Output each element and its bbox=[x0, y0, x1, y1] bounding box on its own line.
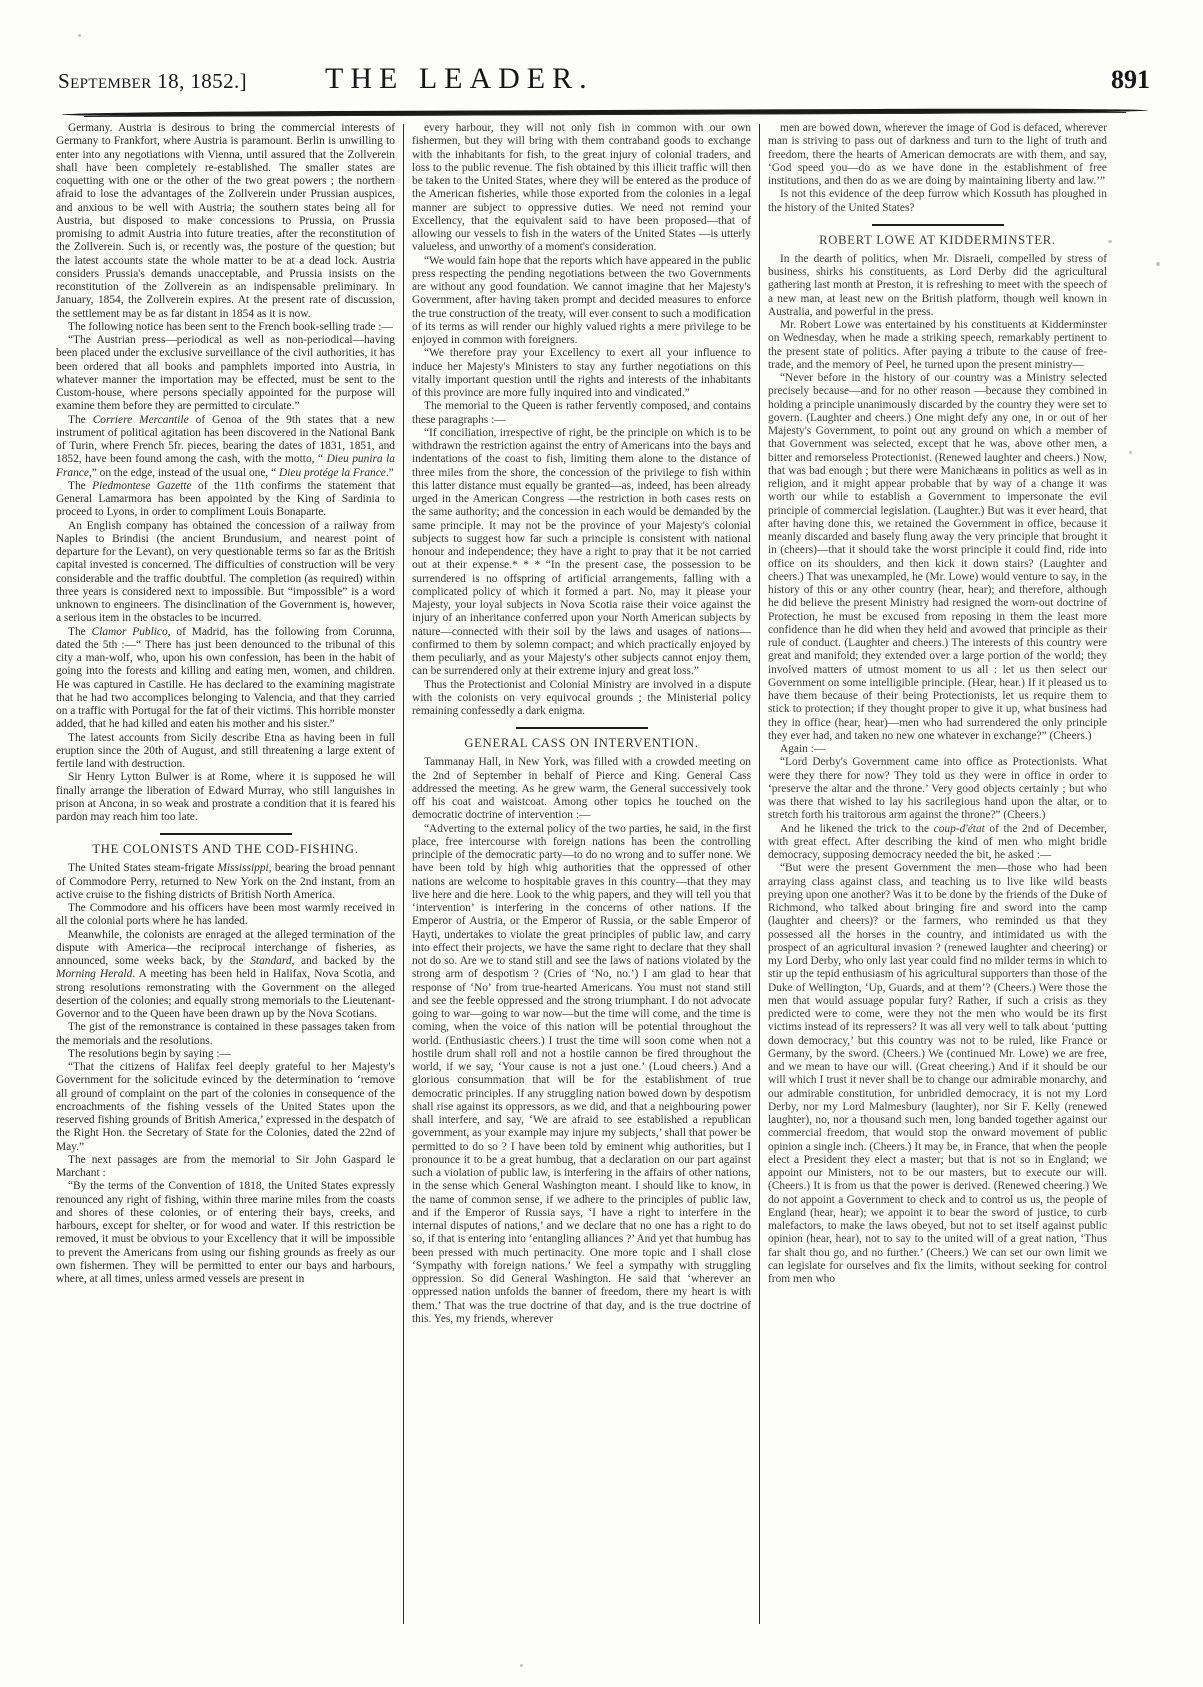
paragraph: The following notice has been sent to the French book-selling trade :— bbox=[68, 320, 393, 333]
column-divider-2 bbox=[759, 124, 760, 1624]
paragraph: Is not this evidence of the deep furrow which Kossuth has ploughed in the history of the United States? bbox=[768, 188, 1107, 214]
column-2 bbox=[412, 122, 751, 1642]
paper-speck bbox=[78, 34, 81, 37]
masthead bbox=[58, 62, 1150, 108]
paragraph: “Never before in the history of our country was a Ministry selected precisely because—and for no other reason —because they combined in holding a principle unanimously discarded by the country they were set to govern. (Laughter and cheers.) One might defy any one, in or out of her Majesty's Government, to point out any ground on which a member of that Government was selected, except that he was, above other men, a bitter and remorseless Protectionist. (Renewed laughter and cheers.) Now, that was bad enough ; but there were Manichæans in politics as well as in religion, and it might appear probable that by way of a change it was worth our while to establish a Government to impersonate the evil principle of commercial legislation. (Laughter.) But was it ever heard, that after having done this, we retained the Government in office, because it meanly discarded and basely flung away the very principle that brought it in (cheers)—that it should take the worst principle it could find, ride into office on its shoulders, and then kick it down stairs? (Laughter and cheers.) That was unexampled, he (Mr. Lowe) would venture to say, in the history of this or any other country (hear, hear); and therefore, although he did believe the present Ministry had resigned the worn-out doctrine of Protection, he must be excused from reposing in them the least more confidence than he did when they held and avowed that principle as their rule of conduct. (Laughter and cheers.) The interests of this country were great and manifold; they extended over a large portion of the world; they involved matters of utmost moment to us all : let us then select our Government on some intelligible principle. (Hear, hear.) If it pleased us to have them because of their being Protectionists, let us require them to stick to protection; if they thought proper to give it up, what business had they in office (hear, hear)—men who had surrendered the only principle they ever had, and taken no new one whatever in exchange?” (Cheers.) bbox=[768, 372, 1107, 742]
article-columns bbox=[56, 122, 1150, 1642]
paragraph: Sir Henry Lytton Bulwer is at Rome, where it is supposed he will finally arrange the liberation of Edward Murray, who still languishes in prison at Ancona, in so weak and prostrate a condition that it is feared his pardon may reach him too late. bbox=[56, 771, 395, 823]
paragraph: men are bowed down, wherever the image of God is defaced, wherever man is striving to pass out of darkness and turn to the light of truth and freedom, there the hearts of American democrats are with them, and say, ‘God speed you—do as we have done in the establishment of free institutions, and then do as we are doing by maintaining liberty and law.’” bbox=[768, 122, 1107, 187]
paragraph: The next passages are from the memorial to Sir John Gaspard le Marchant : bbox=[56, 1153, 395, 1179]
paragraph: “We therefore pray your Excellency to exert all your influence to induce her Majesty's Ministers to stay any further negotiations on this vitally important question until the rights and interests of the inhabitants of this province are more fully inquired into and vindicated.” bbox=[412, 347, 751, 399]
section-heading: THE COLONISTS AND THE COD-FISHING. bbox=[92, 842, 359, 857]
paragraph: The United States steam-frigate Mississippi, bearing the broad pennant of Commodore Perry, returned to New York on the 2nd instant, from an active cruise to the fishing districts of British North America. bbox=[56, 862, 395, 901]
masthead-date: September 18, 1852.] bbox=[58, 69, 248, 93]
column-1 bbox=[56, 122, 395, 1642]
paper-speck bbox=[1129, 451, 1132, 454]
paragraph: “But were the present Government the men—those who had been arraying class against class, and teaching us to live like wild beasts preying upon one another? Was it to be done by the friends of the Duke of Richmond, who talked about bringing fire and sword into the camp (laughter and cheers)? or the farmers, who reminded us that they possessed all the horses in the country, and intimidated us with the prospect of an agricultural invasion ? (renewed laughter and cheering) or my Lord Derby, who only last year could find no milder terms in which to stir up the tepid enthusiasm of his agricultural supporters than those of the Duke of Wellington, ‘Up, Guards, and at them’? (Cheers.) Were those the men that would assuage popular fury? Rather, if such a crisis as they predicted were to come, were they not the men who would be its first victims instead of its repressers? It was all very well to talk about ‘putting down democracy,’ but this country was not to be ruled, like France or Germany, by the sword. (Cheers.) We (continued Mr. Lowe) we are free, and we mean to have our will. (Great cheering.) And if it should be our will which I trust it never shall be to change our admirable monarchy, and our admirable constitution, for unbridled democracy, it is not my Lord Derby, nor my Lord Malmesbury (laughter), nor Sir F. Kelly (renewed laughter), no, nor a thousand such men, long banded together against our commercial freedom, that would stop the onward movement of public opinion a single inch. (Cheers.) It may be, in France, that when the people elect a President they elect a master; but that is not so in England; we appoint our Ministers, not to be our masters, but to execute our will. (Cheers.) It is from us that the power is derived. (Renewed cheering.) We do not appoint a Government to check and to control us us, the people of England (hear, hear); we appoint it to bear the sword of justice, to curb malefactors, to make the laws obeyed, but not to set itself against public opinion (hear, hear), not to say to the united will of a great nation, ‘Thus far shalt thou go, and no further.’ (Cheers.) We can set our own limit we can legislate for ourselves and fix the limits, without seeking for control from men who bbox=[768, 862, 1107, 1285]
paragraph: Meanwhile, the colonists are enraged at the alleged termination of the dispute with America—the reciprocal interchange of fisheries, as announced, some weeks back, by the Standard, and backed by the Morning Herald. A meeting has been held in Halifax, Nova Scotia, and strong resolutions remonstrating with the Government on the alleged desertion of the colonies; and equally strong memorials to the Lieutenant-Governor and to the Queen have been drawn up by the Nova Scotians. bbox=[56, 928, 395, 1020]
section-rule bbox=[160, 833, 292, 835]
section-heading: GENERAL CASS ON INTERVENTION. bbox=[464, 736, 699, 751]
paragraph: “The Austrian press—periodical as well as non-periodical—having been placed under the exclusive surveillance of the civil authorities, it has been ordered that all books and pamphlets imported into Austria, in whatever manner the importation may be effected, must be sent to the Custom-house, where persons specially appointed for the purpose will examine them before they are permitted to circulate.” bbox=[56, 334, 395, 413]
paper-speck bbox=[1108, 240, 1112, 243]
section-heading: ROBERT LOWE AT KIDDERMINSTER. bbox=[819, 232, 1056, 247]
section-rule bbox=[516, 727, 648, 729]
paragraph: An English company has obtained the concession of a railway from Naples to Brindisi (the ancient Brundusium, and nearest point of departure for the Levant), on very questionable terms so far as the British capital invested is concerned. The difficulties of construction will be very considerable and the traffic doubtful. The completion (as required) within three years is considered next to impossible. But “impossible” is a word unknown to engineers. The disinclination of the Government is, however, a serious item in the obstacles to be incurred. bbox=[56, 519, 395, 625]
masthead-title: THE LEADER. bbox=[325, 62, 594, 95]
paragraph: Thus the Protectionist and Colonial Ministry are involved in a dispute with the colonists on very equivocal grounds ; the Ministerial policy remaining confessedly a dark enigma. bbox=[412, 678, 751, 717]
paragraph: Germany. Austria is desirous to bring the commercial interests of Germany to Frankfort, where Austria is paramount. Berlin is unwilling to enter into any negotiations with Vienna, until assured that the Zollverein shall have been completely re-established. The smaller states are coquetting with one or the other of the two great powers ; the northern afraid to lose the advantages of the Zollverein under Prussian auspices, and anxious to be well with Austria; the southern states being all for Austria, but disposed to make concessions to Prussia, on Prussia promising to admit Austria into future treaties, after the reconstitution of the Zollverein. Such is, or recently was, the posture of the question; but the latest accounts state the whole matter to be at a dead lock. Austria considers Prussia's demands unacceptable, and Prussia insists on the reconstitution of the Zollverein as an indispensable preliminary. In January, 1854, the Zollverein expires. At the present rate of discussion, the settlement may be as far distant in 1854 as it is now. bbox=[56, 122, 395, 320]
paragraph: In the dearth of politics, when Mr. Disraeli, compelled by stress of business, shirks his constituents, as Lord Derby did the agricultural gathering last month at Preston, it is refreshing to meet with the speech of a new man, at least new on the British platform, though well known in Australia, and powerful in the press. bbox=[768, 252, 1107, 318]
paragraph: Mr. Robert Lowe was entertained by his constituents at Kidderminster on Wednesday, when he made a striking speech, remarkably pertinent to the present state of politics. After paying a tribute to the cause of free-trade, and the memory of Peel, he turned upon the present ministry— bbox=[768, 319, 1107, 371]
paragraph: Tammanay Hall, in New York, was filled with a crowded meeting on the 2nd of September in behalf of Pierce and King. General Cass addressed the meeting. As he grew warm, the General successively took off his coat and waistcoat. Among other topics he touched on the democratic doctrine of intervention :— bbox=[412, 756, 751, 822]
paper-speck bbox=[520, 1664, 523, 1667]
paragraph: “If conciliation, irrespective of right, be the principle on which is to be withdrawn the restriction against the entry of Americans into the bays and indentations of the coast to fish, limiting them alone to the distance of three miles from the shore, the concession of the privilege to fish within this latter distance must equally be granted—as, indeed, has been already urged in the American Congress —the restriction in both cases rests on the same authority; and the concession in each would be demanded by the same principle. It may not be the province of your Majesty's colonial subjects to suggest how far such a principle is consistent with national honour and independence; they have a right to pray that it be not carried out at their expense.* * * “In the present case, the possession to be surrendered is no offspring of artificial arrangements, falling with a complicated policy of which it formed a part. No, may it please your Majesty, your loyal subjects in Nova Scotia raise their voice against the injury of an inheritance conferred upon your North American subjects by nature—connected with their soil by the laws and usages of nations—confirmed to them by solemn compact; and which practically enjoyed by them peculiarly, and as your Majesty's other subjects cannot enjoy them, can be surrendered only at their extreme injury and great loss.” bbox=[412, 426, 751, 678]
column-divider-1 bbox=[403, 124, 404, 1624]
paragraph: The Clamor Publico, of Madrid, has the following from Corunna, dated the 5th :—“ There has just been denounced to the tribunal of this city a man-wolf, who, upon his own confession, has been in the habit of going into the forests and killing and eating men, women, and children. He was captured in Castille. He has declared to the examining magistrate that he had two accomplices belonging to Valencia, and that they carried on a traffic with Portugal for the fat of their victims. This horrible monster added, that he had killed and eaten his mother and his sister.” bbox=[56, 625, 395, 731]
paragraph: “By the terms of the Convention of 1818, the United States expressly renounced any right of fishing, within three marine miles from the coasts and shores of these colonies, or of entering their bays, creeks, and harbours, except for shelter, or for wood and water. If this restriction be removed, it must be obvious to your Excellency that it will be impossible to prevent the Americans from using our fishing grounds as freely as our own fishermen. They will be permitted to enter our bays and harbours, where, at all times, unless armed vessels are present in bbox=[56, 1180, 395, 1285]
masthead-rule bbox=[62, 108, 1148, 117]
paragraph: The Piedmontese Gazette of the 11th confirms the statement that General Lamarmora has been appointed by the King of Sardinia to proceed to Lyons, in order to compliment Louis Bonaparte. bbox=[56, 479, 395, 519]
paragraph: “That the citizens of Halifax feel deeply grateful to her Majesty's Government for the solicitude evinced by the determination to ‘remove all ground of complaint on the part of the colonies in consequence of the encroachments of the fishing vessels of the United States upon the reserved fishing grounds of British America,’ expressed in the despatch of the Right Hon. the Secretary of State for the Colonies, dated the 22nd of May.” bbox=[56, 1061, 395, 1153]
paragraph: “We would fain hope that the reports which have appeared in the public press respecting the pending negotiations between the two Governments are without any good foundation. We cannot imagine that her Majesty's Government, after having taken prompt and decided measures to enforce the true construction of the treaty, will ever consent to such a modification of its terms as will render our highly valued rights a mere privilege to be enjoyed in common with foreigners. bbox=[412, 254, 751, 346]
column-3 bbox=[768, 122, 1107, 1642]
paragraph: The Commodore and his officers have been most warmly received in all the colonial ports where he has landed. bbox=[56, 902, 395, 928]
paragraph: “Adverting to the external policy of the two parties, he said, in the first place, free intercourse with foreign nations has been the controlling principle of the democratic party—to do no wrong and to suffer none. We have been told by high whig authorities that the oppressed of other nations are welcome to hospitable graves in this country—that they may live here and die here. Look to the whig papers, and they will tell you that ‘intervention’ is interfering in the concerns of other nations. If the Emperor of Austria, or the Emperor of Russia, or the sable Emperor of Hayti, undertakes to violate the great principles of public law, and carry into effect their projects, we have the same right to declare that they shall not do so. Are we to stand still and see the laws of nations violated by the strong arm of despotism ? (Cries of ‘No, no.’) I am glad to hear that response of ‘No’ from true-hearted Americans. You must not stand still and see the feeble oppressed and the strong triumphant. I do not advocate going to war—going to war now—but the time will come, and the time is coming, when the voice of this nation will be potential throughout the world. (Enthusiastic cheers.) I trust the time will soon come when not a hostile drum shall roll and not a hostile cannon be fired throughout the world, if we say, ‘Your cause is not a just one.’ (Loud cheers.) And a glorious consummation that will be for the establishment of true democratic principles. If any struggling nation bowed down by despotism shall rise against its oppressors, as we did, and that a neighbouring power shall interfere, and say, ‘We are afraid to see established a republican government, as your example may injure my subjects,’ shall that power be permitted to do so ? I have been told by eminent whig authorities, but I pronounce it to be a great humbug, that a declaration on our part against such a violation of public law, is interfering in the affairs of other nations, in the sense which General Washington meant. I should like to know, in the name of common sense, if we adhere to the principles of public law, and if the Emperor of Russia says, ‘I have a right to interfere in the internal disputes of nations,’ and we declare that no one has a right to do so, if that is entering into ‘entangling alliances ?’ And yet that humbug has been pressed with much pertinacity. One more topic and I shall close ‘Sympathy with foreign nations.’ We feel a sympathy with struggling oppression. So did General Washington. He said that ‘wherever an oppressed nation unfolds the banner of freedom, there my heart is with them.’ That was the true doctrine of that day, and is the true doctrine of this. Yes, my friends, wherever bbox=[412, 822, 751, 1325]
paragraph: And he likened the trick to the coup-d'état of the 2nd of December, with great effect. After describing the kind of men who might bridle democracy, supposing democracy needed the bit, he asked :— bbox=[768, 822, 1107, 861]
section-rule bbox=[872, 224, 1004, 226]
paper-speck bbox=[1156, 262, 1160, 266]
page-number: 891 bbox=[1111, 65, 1150, 94]
paragraph: The gist of the remonstrance is contained in these passages taken from the memorials and the resolutions. bbox=[56, 1021, 395, 1047]
paragraph: Again :— bbox=[780, 743, 826, 755]
paragraph: The memorial to the Queen is rather fervently composed, and contains these paragraphs :— bbox=[412, 400, 751, 426]
paragraph: “Lord Derby's Government came into office as Protectionists. What were they there for now? They told us they were in office in order to ‘preserve the altar and the throne.’ Very good objects certainly ; but who was there that wished to lay his sacrilegious hand upon the altar, or to stretch forth his traitorous arm against the throne?” (Cheers.) bbox=[768, 756, 1107, 822]
paragraph: The latest accounts from Sicily describe Etna as having been in full eruption since the 20th of August, and still threatening a large extent of fertile land with destruction. bbox=[56, 731, 395, 770]
paragraph: every harbour, they will not only fish in common with our own fishermen, but they will bring with them contraband goods to exchange with the inhabitants for fish, to the great injury of colonial traders, and loss to the public revenue. The fish obtained by this illicit traffic will then be taken to the United States, where they will be entered as the produce of the American fisheries, while those exported from the colonies in a legal manner are subject to oppressive duties. We need not remind your Excellency, that the equivalent said to have been proposed—that of allowing our vessels to fish in the waters of the United States —is utterly valueless, and unworthy of a moment's consideration. bbox=[412, 122, 751, 254]
paragraph: The Corriere Mercantile of Genoa of the 9th states that a new instrument of political agitation has been discovered in the National Bank of Turin, where French 5fr. pieces, bearing the dates of 1831, 1851, and 1852, have been found among the cash, with the motto, “ Dieu punira la France,” on the edge, instead of the usual one, “ Dieu protége la France.” bbox=[56, 413, 395, 479]
paragraph: The resolutions begin by saying :— bbox=[68, 1047, 231, 1060]
